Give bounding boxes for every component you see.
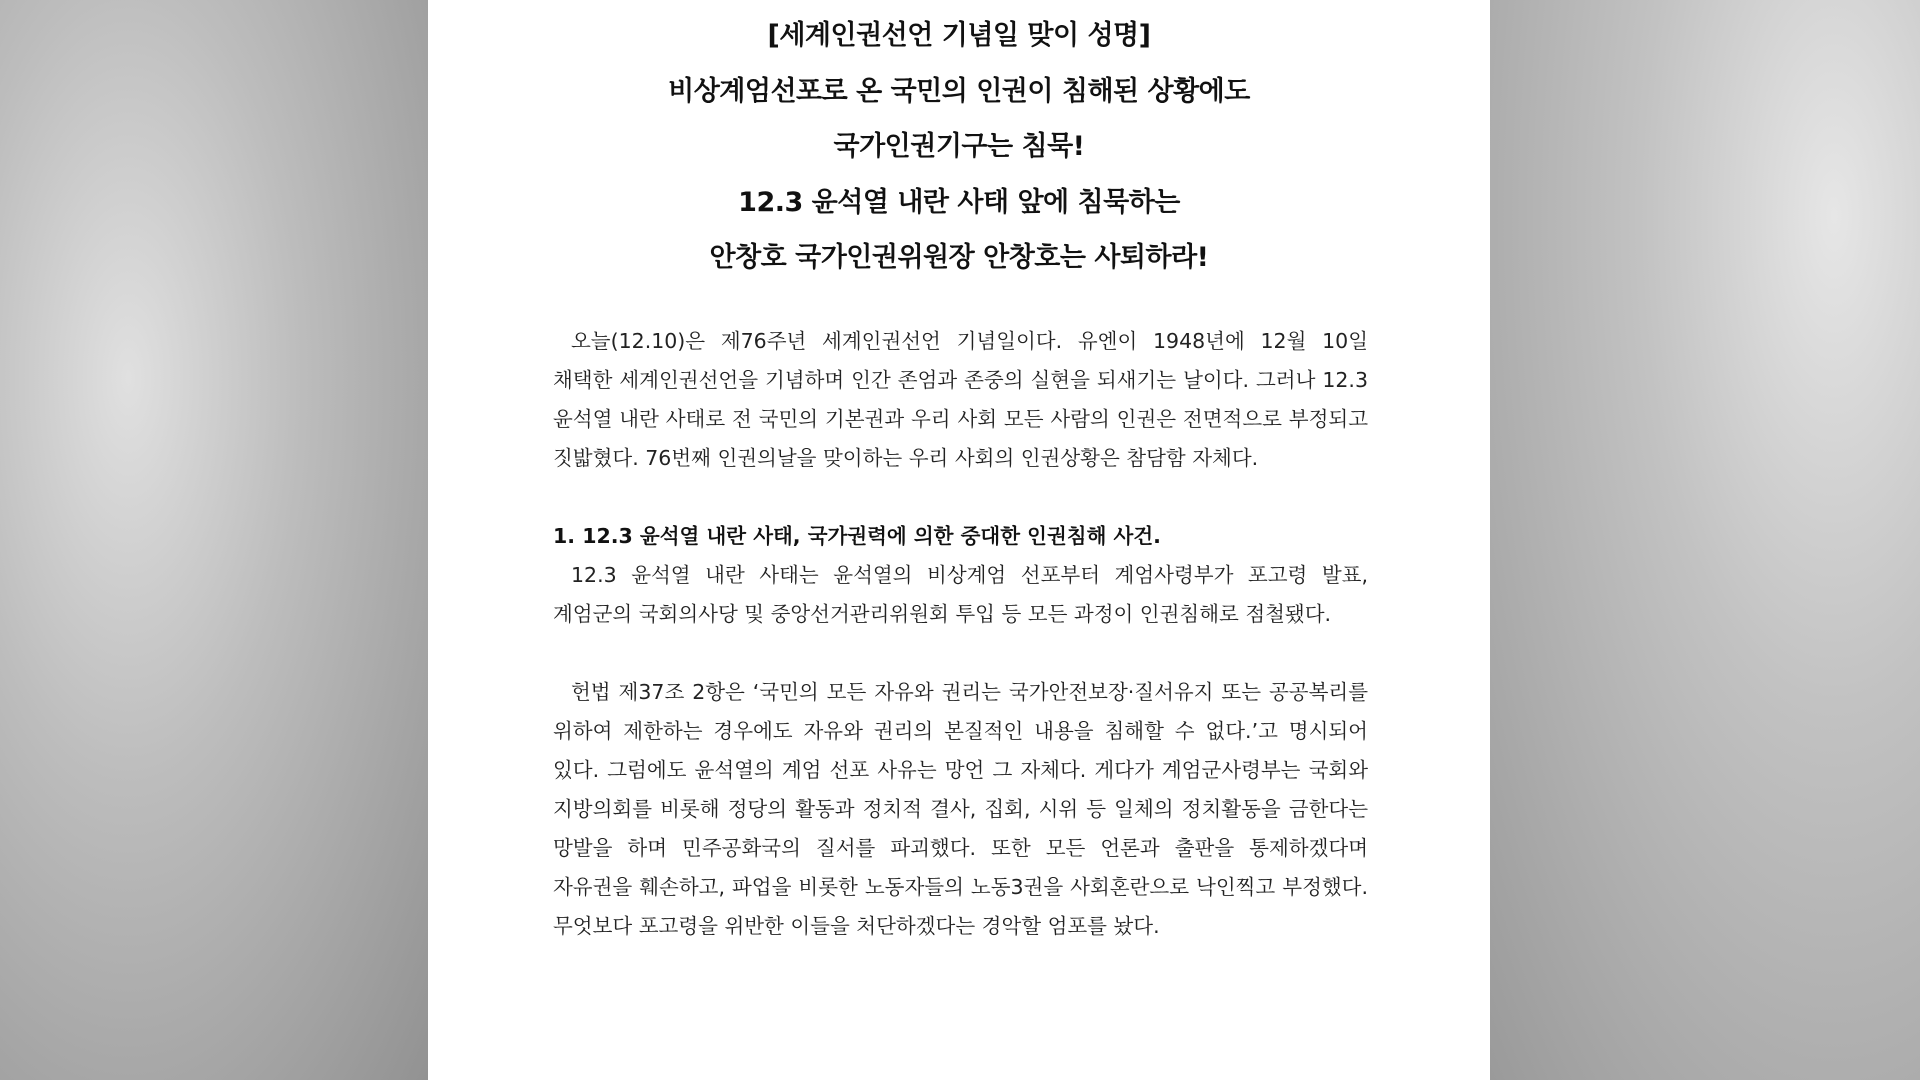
- statement-body: [553, 322, 1368, 946]
- paragraph-spacer: [553, 634, 1368, 673]
- blurred-background-left: [0, 0, 428, 1080]
- document-page: [428, 0, 1490, 1080]
- intro-paragraph: 오늘(12.10)은 제76주년 세계인권선언 기념일이다. 유엔이 1948년에 12월 10일 채택한 세계인권선언을 기념하며 인간 존엄과 존중의 실현을 되새기는 날이다. 그러나 12.3 윤석열 내란 사태로 전 국민의 기본권과 우리 사회 모든 사람의 인권은 전면적으로 부정되고 짓밟혔다. 76번째 인권의날을 맞이하는 우리 사회의 인권상황은 참담함 자체다.: [553, 329, 1368, 470]
- title-line-2: 비상계엄선포로 온 국민의 인권이 침해된 상황에도: [668, 75, 1250, 107]
- section-1-paragraph-2: 헌법 제37조 2항은 ‘국민의 모든 자유와 권리는 국가안전보장·질서유지 또는 공공복리를 위하여 제한하는 경우에도 자유와 권리의 본질적인 내용을 침해할 수 없다.’고 명시되어 있다. 그럼에도 윤석열의 계엄 선포 사유는 망언 그 자체다. 게다가 계엄군사령부는 국회와 지방의회를 비롯해 정당의 활동과 정치적 결사, 집회, 시위 등 일체의 정치활동을 금한다는 망발을 하며 민주공화국의 질서를 파괴했다. 또한 모든 언론과 출판을 통제하겠다며 자유권을 훼손하고, 파업을 비롯한 노동자들의 노동3권을 사회혼란으로 낙인찍고 부정했다. 무엇보다 포고령을 위반한 이들을 처단하겠다는 경악할 엄포를 놨다.: [553, 680, 1368, 938]
- section-1-paragraph-1: 12.3 윤석열 내란 사태는 윤석열의 비상계엄 선포부터 계엄사령부가 포고령 발표, 계엄군의 국회의사당 및 중앙선거관리위원회 투입 등 모든 과정이 인권침해로 점철됐다.: [553, 563, 1368, 626]
- section-1-heading: 1. 12.3 윤석열 내란 사태, 국가권력에 의한 중대한 인권침해 사건.: [553, 524, 1161, 548]
- blurred-background-right: [1490, 0, 1920, 1080]
- title-line-4: 12.3 윤석열 내란 사태 앞에 침묵하는: [738, 186, 1180, 218]
- title-line-5: 안창호 국가인권위원장 안창호는 사퇴하라!: [709, 242, 1209, 273]
- paragraph-spacer: [553, 478, 1368, 517]
- title-line-1: [세계인권선언 기념일 맞이 성명]: [767, 20, 1151, 51]
- title-line-3: 국가인권기구는 침묵!: [833, 131, 1085, 162]
- statement-title: [428, 8, 1490, 286]
